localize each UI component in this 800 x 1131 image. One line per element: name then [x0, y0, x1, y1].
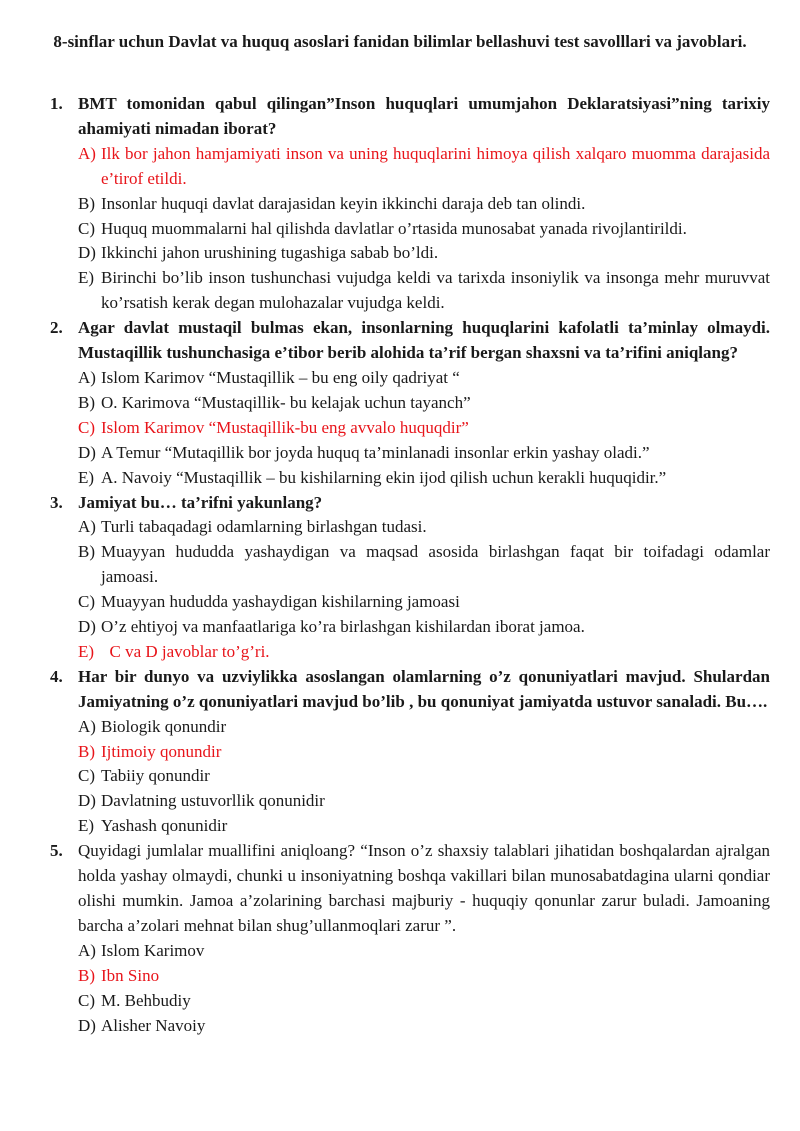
document-title: 8-sinflar uchun Davlat va huquq asoslari fanidan bilimlar bellashuvi test savolllari va javoblari.: [53, 32, 747, 51]
option-letter: D): [78, 1015, 96, 1035]
option-text: Ilk bor jahon hamjamiyati inson va uning huquqlarini himoya qilish xalqaro muomma darajasida e’tirof etildi.: [101, 143, 770, 188]
question-text: BMT tomonidan qabul qilingan”Inson huquqlari umumjahon Deklaratsiyasi”ning tarixiy ahamiyati nimadan iborat?: [78, 94, 770, 138]
option-letter: B): [78, 741, 95, 761]
option-letter: C): [78, 218, 95, 238]
option-text: A Temur “Mutaqillik bor joyda huquq ta’minlanadi insonlar erkin yashay oladi.”: [101, 442, 650, 462]
option-text: Islom Karimov: [101, 940, 205, 960]
question-text: Jamiyat bu… ta’rifni yakunlang?: [78, 492, 323, 512]
option-text: Ibn Sino: [101, 965, 160, 985]
question-2: [50, 316, 770, 490]
option-text: M. Behbudiy: [101, 990, 191, 1010]
question-3: [50, 491, 770, 665]
option-letter: A): [78, 716, 96, 736]
option-letter: D): [78, 442, 96, 462]
answer-option: [78, 939, 770, 964]
answer-option-correct: [78, 416, 770, 441]
answer-option: [78, 615, 770, 640]
answer-option: [78, 764, 770, 789]
option-text: Muayyan hududda yashaydigan kishilarning jamoasi: [101, 592, 460, 612]
option-text: A. Navoiy “Mustaqillik – bu kishilarning ekin ijod qilish uchun kerakli huquqidir.”: [101, 467, 667, 487]
option-letter: C): [78, 766, 95, 786]
answer-option: [78, 241, 770, 266]
option-letter: D): [78, 791, 96, 811]
question-number: 3.: [50, 492, 63, 512]
option-letter: C): [78, 592, 95, 612]
option-letter: E): [78, 816, 95, 836]
question-text: Agar davlat mustaqil bulmas ekan, insonlarning huquqlarini kafolatli ta’minlay olmaydi. Mustaqillik tushunchasiga e’tibor berib alohida ta’rif bergan shaxsni va ta’rifini aniqlang?: [78, 318, 770, 363]
answer-option-correct: [78, 640, 770, 665]
option-text: Muayyan hududda yashaydigan va maqsad asosida birlashgan faqat bir toifadagi odamlar jamoasi.: [101, 542, 770, 587]
question-5: [50, 839, 770, 1038]
answer-option-correct: [78, 964, 770, 989]
question-list: [0, 92, 800, 1038]
option-text: O’z ehtiyoj va manfaatlariga ko’ra birlashgan kishilardan iborat jamoa.: [101, 617, 585, 637]
answer-option: [78, 814, 770, 839]
answer-option: [78, 989, 770, 1014]
question-text: Quyidagi jumlalar muallifini aniqloang? “Inson o’z shaxsiy talablari jihatidan boshqalardan ajralgan holda yashay olmaydi, chunki u insoniyatning boshqa vakillari bilan munosabatdagina ularni qondiar olishi mumkin. Jamoa a’zolarining barchasi majburiy - huquqiy qonunlar zarur buladi. Jamoaning barcha a’zolari mehnat bilan shug’ullanmoqlari zarur ”.: [78, 841, 770, 935]
option-letter: B): [78, 542, 95, 562]
answer-option: [78, 366, 770, 391]
option-text: Turli tabaqadagi odamlarning birlashgan tudasi.: [101, 517, 427, 537]
option-text: Ijtimoiy qonundir: [101, 741, 222, 761]
option-text: C va D javoblar to’g’ri.: [101, 641, 270, 661]
option-text: Huquq muommalarni hal qilishda davlatlar o’rtasida munosabat yanada rivojlantirildi.: [101, 218, 687, 238]
answer-option-correct: [78, 740, 770, 765]
answer-option: [78, 515, 770, 540]
option-letter: A): [78, 940, 96, 960]
option-text: O. Karimova “Mustaqillik- bu kelajak uchun tayanch”: [101, 392, 471, 412]
answer-option: [78, 540, 770, 590]
question-text: Har bir dunyo va uzviylikka asoslangan olamlarning o’z qonuniyatlari mavjud. Shulardan Jamiyatning o’z qonuniyatlari mavjud bo’lib , bu qonuniyat jamiyatda ustuvor sanaladi. Bu….: [78, 666, 770, 711]
answer-option: [78, 590, 770, 615]
answer-option: [78, 1014, 770, 1039]
answer-option: [78, 192, 770, 217]
option-letter: A): [78, 143, 96, 163]
option-letter: E): [78, 467, 95, 487]
option-text: Tabiiy qonundir: [101, 766, 210, 786]
option-text: Islom Karimov “Mustaqillik-bu eng avvalo huquqdir”: [101, 417, 469, 437]
option-letter: D): [78, 617, 96, 637]
option-letter: B): [78, 965, 95, 985]
answer-option: [78, 789, 770, 814]
answer-option: [78, 466, 770, 491]
answer-option-correct: [78, 142, 770, 192]
question-number: 2.: [50, 318, 63, 338]
question-number: 5.: [50, 841, 63, 861]
option-letter: B): [78, 392, 95, 412]
option-text: Davlatning ustuvorllik qonunidir: [101, 791, 325, 811]
answer-option: [78, 715, 770, 740]
question-4: [50, 665, 770, 839]
question-number: 1.: [50, 94, 63, 113]
option-text: Alisher Navoiy: [101, 1015, 206, 1035]
option-text: Yashash qonunidir: [101, 816, 228, 836]
option-letter: D): [78, 243, 96, 263]
answer-option: [78, 217, 770, 242]
option-text: Ikkinchi jahon urushining tugashiga sabab bo’ldi.: [101, 243, 439, 263]
question-1: [50, 92, 770, 316]
option-letter: A): [78, 367, 96, 387]
option-text: Islom Karimov “Mustaqillik – bu eng oily qadriyat “: [101, 367, 460, 387]
answer-option: [78, 441, 770, 466]
option-text: Insonlar huquqi davlat darajasidan keyin ikkinchi daraja deb tan olindi.: [101, 193, 586, 213]
option-letter: E): [78, 641, 95, 661]
option-letter: E): [78, 268, 95, 288]
option-text: Birinchi bo’lib inson tushunchasi vujudga keldi va tarixda insoniylik va insonga mehr muruvvat ko’rsatish kerak degan mulohazalar vujudga keldi.: [101, 268, 770, 313]
option-text: Biologik qonundir: [101, 716, 227, 736]
answer-option: [78, 391, 770, 416]
option-letter: B): [78, 193, 95, 213]
question-number: 4.: [50, 666, 63, 686]
option-letter: C): [78, 417, 95, 437]
answer-option: [78, 266, 770, 316]
option-letter: A): [78, 517, 96, 537]
option-letter: C): [78, 990, 95, 1010]
